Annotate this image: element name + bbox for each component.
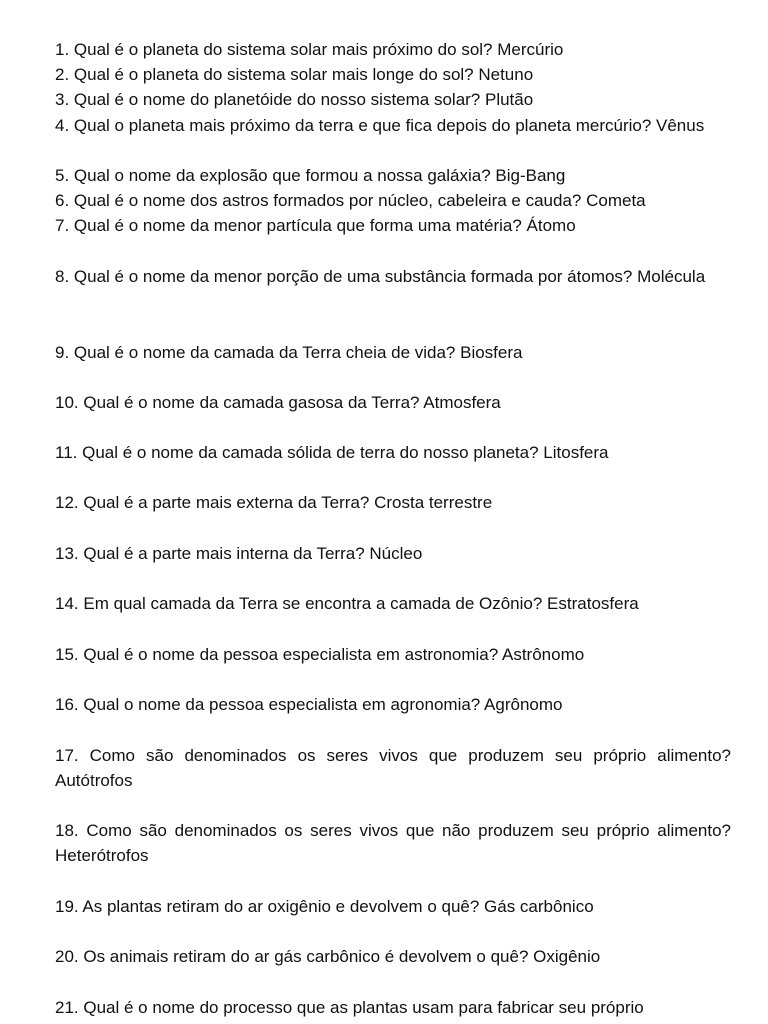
question-19: 19. As plantas retiram do ar oxigênio e devolvem o quê? Gás carbônico <box>55 897 594 916</box>
question-4: 4. Qual o planeta mais próximo da terra e que fica depois do planeta mercúrio? Vênus <box>55 116 705 135</box>
question-21: 21. Qual é o nome do processo que as plantas usam para fabricar seu próprio <box>55 998 644 1017</box>
question-15: 15. Qual é o nome da pessoa especialista em astronomia? Astrônomo <box>55 645 585 664</box>
question-11: 11. Qual é o nome da camada sólida de terra do nosso planeta? Litosfera <box>55 443 609 462</box>
question-17: 17. Como são denominados os seres vivos que produzem seu próprio alimento? Autótrofos <box>55 746 731 791</box>
question-14: 14. Em qual camada da Terra se encontra a camada de Ozônio? Estratosfera <box>55 594 639 613</box>
question-2: 2. Qual é o planeta do sistema solar mais longe do sol? Netuno <box>55 65 534 84</box>
question-9: 9. Qual é o nome da camada da Terra cheia de vida? Biosfera <box>55 343 523 362</box>
question-1: 1. Qual é o planeta do sistema solar mais próximo do sol? Mercúrio <box>55 40 564 59</box>
question-10: 10. Qual é o nome da camada gasosa da Terra? Atmosfera <box>55 393 501 412</box>
question-7: 7. Qual é o nome da menor partícula que forma uma matéria? Átomo <box>55 216 576 235</box>
question-8: 8. Qual é o nome da menor porção de uma substância formada por átomos? Molécula <box>55 267 706 286</box>
question-18: 18. Como são denominados os seres vivos que não produzem seu próprio alimento? Heterótrofos <box>55 821 731 866</box>
question-20: 20. Os animais retiram do ar gás carbônico é devolvem o quê? Oxigênio <box>55 947 601 966</box>
question-5: 5. Qual o nome da explosão que formou a nossa galáxia? Big-Bang <box>55 166 566 185</box>
question-16: 16. Qual o nome da pessoa especialista em agronomia? Agrônomo <box>55 695 563 714</box>
question-13: 13. Qual é a parte mais interna da Terra? Núcleo <box>55 544 423 563</box>
question-12: 12. Qual é a parte mais externa da Terra? Crosta terrestre <box>55 493 493 512</box>
question-3: 3. Qual é o nome do planetóide do nosso sistema solar? Plutão <box>55 90 534 109</box>
question-6: 6. Qual é o nome dos astros formados por núcleo, cabeleira e cauda? Cometa <box>55 191 646 210</box>
